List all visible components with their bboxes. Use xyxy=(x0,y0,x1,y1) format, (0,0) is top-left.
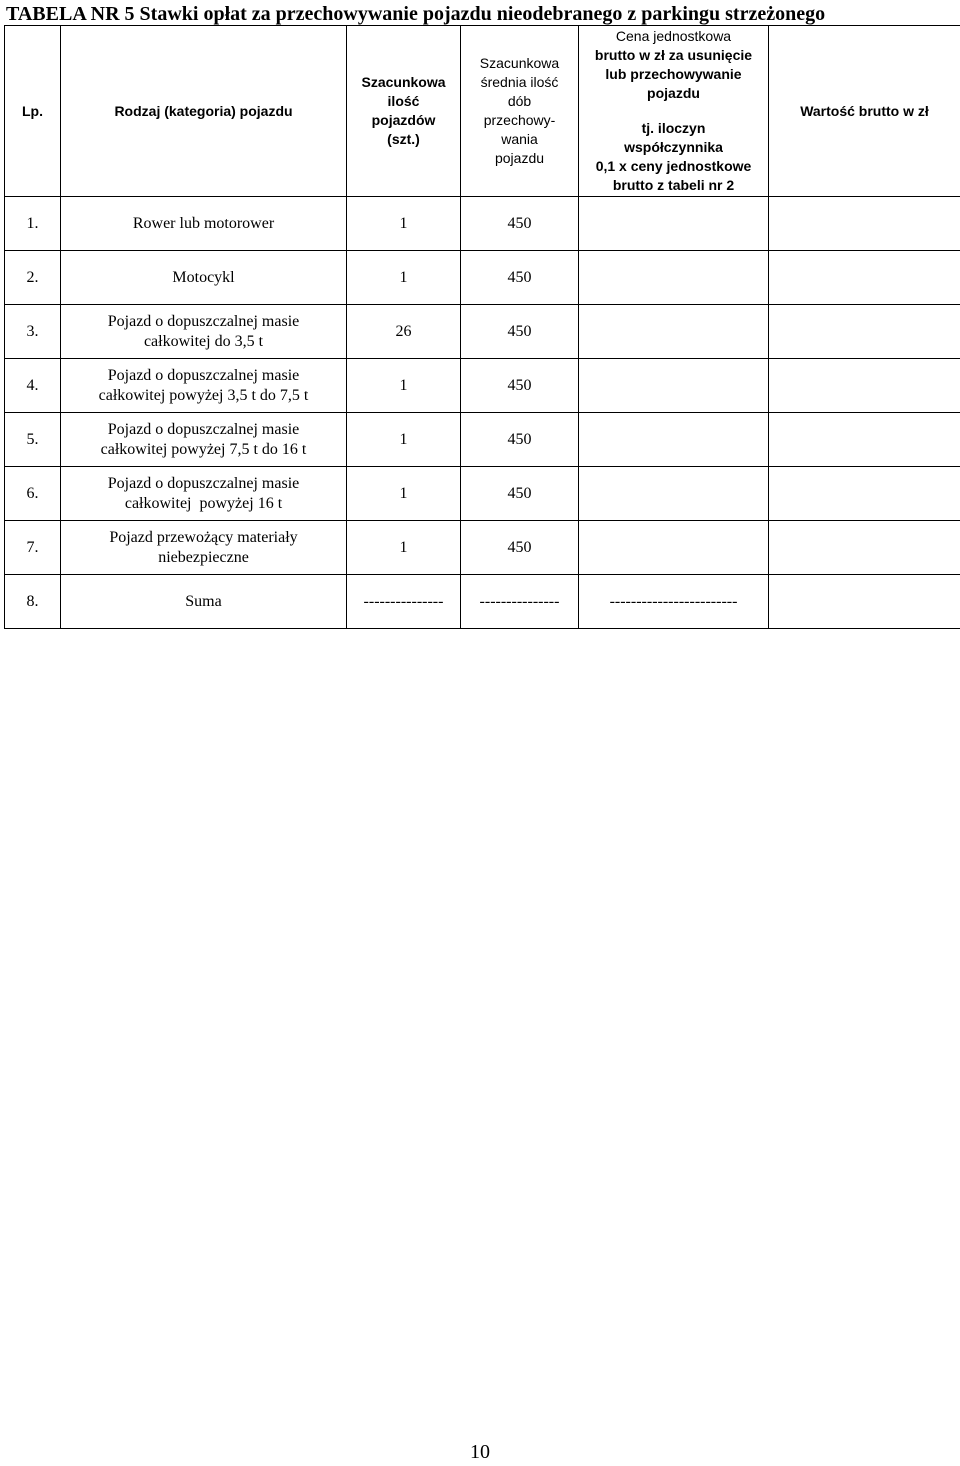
header-row xyxy=(5,26,960,197)
cell-wartosc xyxy=(769,575,960,629)
cell-lp: 5. xyxy=(5,413,61,467)
cell-wartosc xyxy=(769,251,960,305)
cell-lp: 1. xyxy=(5,197,61,251)
cell-ilosc: 1 xyxy=(347,521,461,575)
cell-doby: 450 xyxy=(461,305,579,359)
header-rodzaj: Rodzaj (kategoria) pojazdu xyxy=(61,26,347,197)
cell-rodzaj: Suma xyxy=(61,575,347,629)
cell-ilosc: 1 xyxy=(347,467,461,521)
cell-ilosc: 1 xyxy=(347,251,461,305)
cell-doby: 450 xyxy=(461,521,579,575)
table-row xyxy=(5,413,960,467)
cell-cena xyxy=(579,467,769,521)
cell-cena xyxy=(579,359,769,413)
cell-cena xyxy=(579,197,769,251)
cell-rodzaj: Pojazd o dopuszczalnej masie całkowitej powyżej 3,5 t do 7,5 t xyxy=(61,359,347,413)
cell-rodzaj: Pojazd o dopuszczalnej masie całkowitej powyżej 16 t xyxy=(61,467,347,521)
cell-ilosc: 1 xyxy=(347,197,461,251)
cell-lp: 2. xyxy=(5,251,61,305)
cell-cena xyxy=(579,413,769,467)
cell-lp: 3. xyxy=(5,305,61,359)
table-row-sum xyxy=(5,575,960,629)
cell-lp: 7. xyxy=(5,521,61,575)
cell-doby: --------------- xyxy=(461,575,579,629)
cell-ilosc: --------------- xyxy=(347,575,461,629)
cell-rodzaj: Pojazd o dopuszczalnej masie całkowitej do 3,5 t xyxy=(61,305,347,359)
cell-cena xyxy=(579,251,769,305)
cell-rodzaj: Pojazd o dopuszczalnej masie całkowitej powyżej 7,5 t do 16 t xyxy=(61,413,347,467)
table-row xyxy=(5,359,960,413)
cell-wartosc xyxy=(769,305,960,359)
cell-ilosc: 26 xyxy=(347,305,461,359)
cell-doby: 450 xyxy=(461,467,579,521)
cell-rodzaj: Pojazd przewożący materiały niebezpieczne xyxy=(61,521,347,575)
header-ilosc: Szacunkowa ilość pojazdów (szt.) xyxy=(347,26,461,197)
cell-lp: 6. xyxy=(5,467,61,521)
fee-table xyxy=(4,25,960,629)
cell-rodzaj: Motocykl xyxy=(61,251,347,305)
cell-wartosc xyxy=(769,413,960,467)
header-lp: Lp. xyxy=(5,26,61,197)
table-row xyxy=(5,197,960,251)
cell-doby: 450 xyxy=(461,251,579,305)
header-wartosc: Wartość brutto w zł xyxy=(769,26,960,197)
cell-ilosc: 1 xyxy=(347,413,461,467)
cell-cena xyxy=(579,521,769,575)
header-cena: Cena jednostkowa brutto w zł za usunięcie lub przechowywanie pojazdu tj. iloczyn współczynnika 0,1 x ceny jednostkowe brutto z tabeli nr 2 xyxy=(579,26,769,197)
cell-lp: 8. xyxy=(5,575,61,629)
cell-ilosc: 1 xyxy=(347,359,461,413)
page-number: 10 xyxy=(470,1441,490,1463)
cell-wartosc xyxy=(769,197,960,251)
table-row xyxy=(5,467,960,521)
cell-wartosc xyxy=(769,359,960,413)
cell-doby: 450 xyxy=(461,359,579,413)
cell-lp: 4. xyxy=(5,359,61,413)
cell-wartosc xyxy=(769,521,960,575)
cell-doby: 450 xyxy=(461,413,579,467)
page-title: TABELA NR 5 Stawki opłat za przechowywanie pojazdu nieodebranego z parkingu strzeżonego xyxy=(6,3,826,25)
table-row xyxy=(5,521,960,575)
cell-cena xyxy=(579,305,769,359)
cell-wartosc xyxy=(769,467,960,521)
table-row xyxy=(5,305,960,359)
table-row xyxy=(5,251,960,305)
cell-rodzaj: Rower lub motorower xyxy=(61,197,347,251)
cell-doby: 450 xyxy=(461,197,579,251)
cell-cena: ------------------------ xyxy=(579,575,769,629)
header-doby: Szacunkowa średnia ilość dób przechowy- wania pojazdu xyxy=(461,26,579,197)
